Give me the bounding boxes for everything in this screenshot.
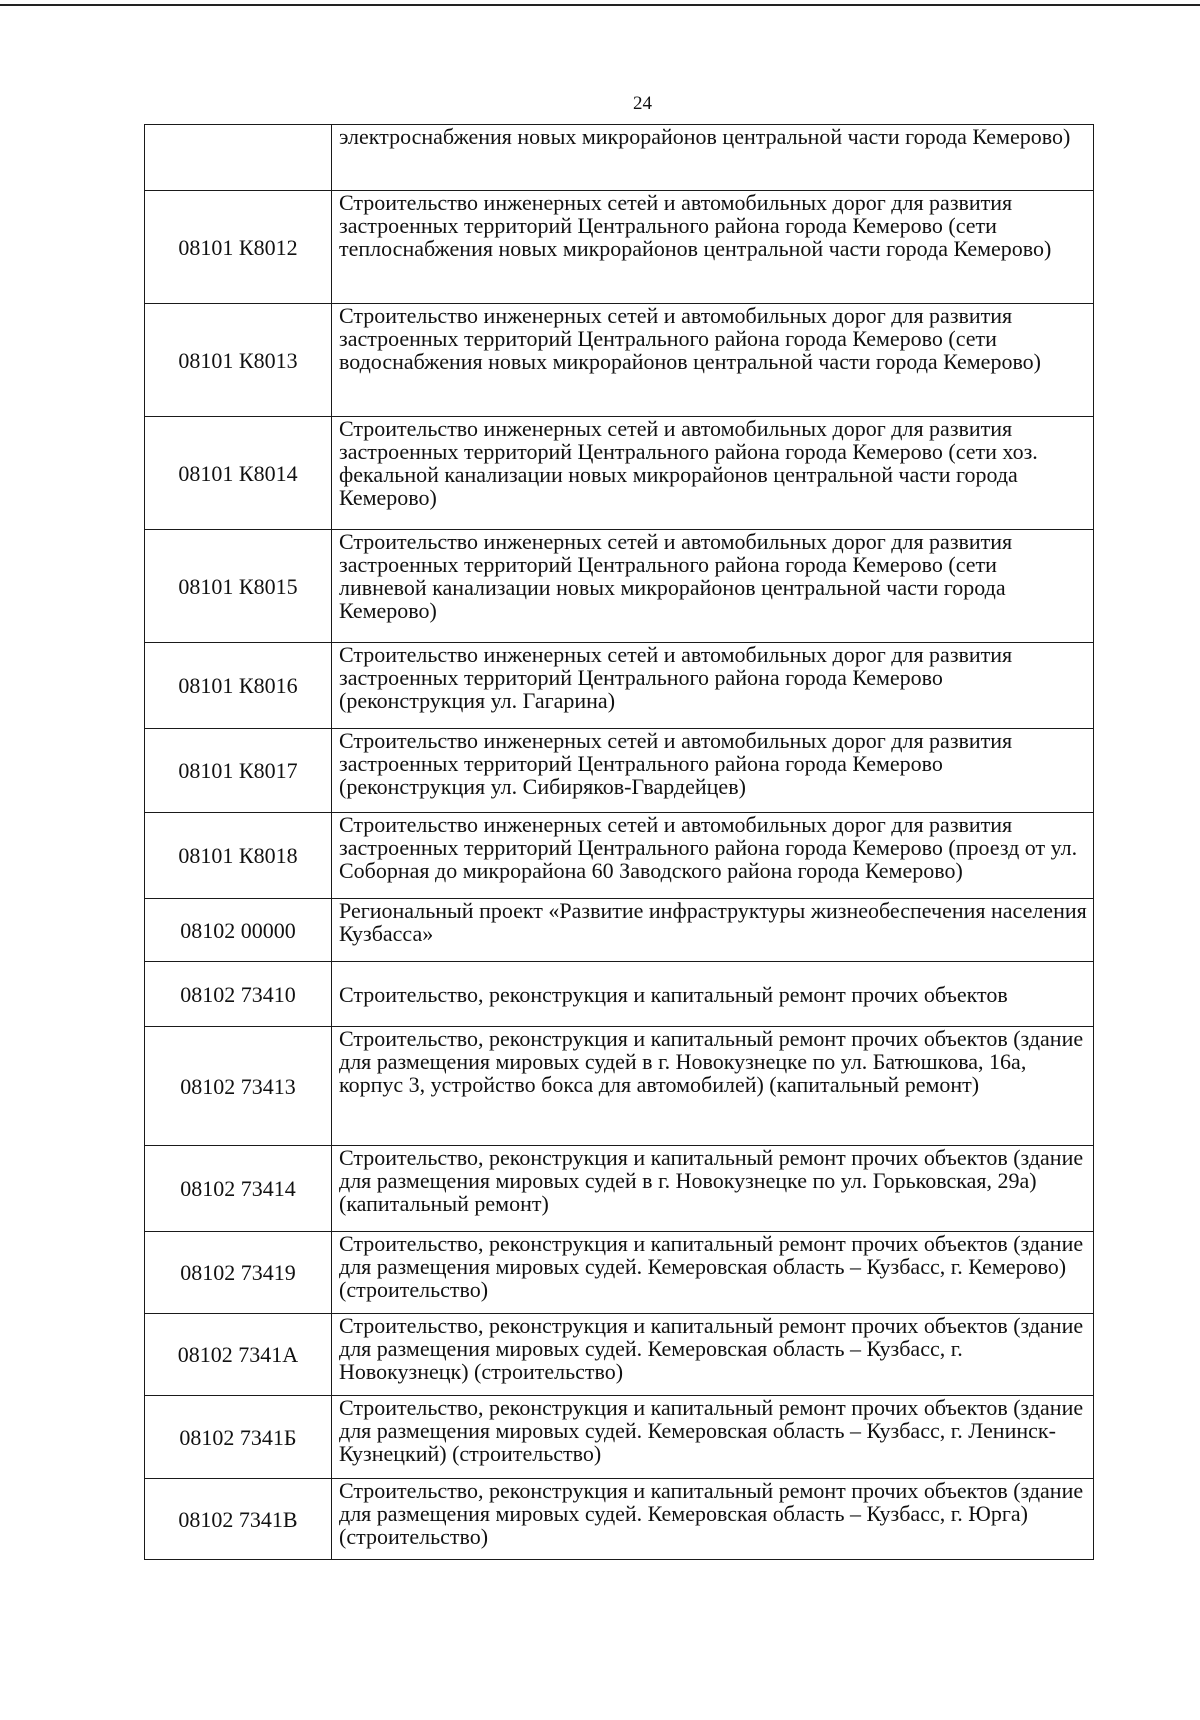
table-row bbox=[145, 643, 1094, 729]
code-cell: 08101 К8016 bbox=[145, 643, 332, 729]
table-row bbox=[145, 899, 1094, 962]
code-cell: 08101 К8014 bbox=[145, 417, 332, 530]
table-row bbox=[145, 1396, 1094, 1479]
description-text: Строительство, реконструкция и капитальный ремонт прочих объектов (здание для размещения мировых судей. Кемеровская область – Кузбасс, г. Кемерово) (строительство) bbox=[339, 1231, 1084, 1302]
description-cell bbox=[332, 643, 1094, 729]
description-cell bbox=[332, 729, 1094, 813]
table-row bbox=[145, 191, 1094, 304]
description-cell bbox=[332, 304, 1094, 417]
table-row bbox=[145, 304, 1094, 417]
code-cell: 08102 7341В bbox=[145, 1479, 332, 1560]
description-text: Строительство инженерных сетей и автомобильных дорог для развития застроенных территорий Центрального района города Кемерово (проезд от ул. Соборная до микрорайона 60 Заводского района города Кемерово) bbox=[339, 812, 1078, 883]
description-cell bbox=[332, 1146, 1094, 1232]
description-text: Строительство, реконструкция и капитальный ремонт прочих объектов (здание для размещения мировых судей. Кемеровская область – Кузбасс, г. Ленинск-Кузнецкий) (строительство) bbox=[339, 1395, 1084, 1466]
description-cell bbox=[332, 1479, 1094, 1560]
code-cell: 08101 К8017 bbox=[145, 729, 332, 813]
table-row bbox=[145, 962, 1094, 1027]
code-cell: 08102 73410 bbox=[145, 962, 332, 1027]
description-cell bbox=[332, 813, 1094, 899]
description-text: Строительство, реконструкция и капитальный ремонт прочих объектов (здание для размещения мировых судей в г. Новокузнецке по ул. Горьковская, 29а) (капитальный ремонт) bbox=[339, 1145, 1084, 1216]
table-row bbox=[145, 417, 1094, 530]
description-text: Строительство инженерных сетей и автомобильных дорог для развития застроенных территорий Центрального района города Кемерово (реконструкция ул. Сибиряков-Гвардейцев) bbox=[339, 728, 1013, 799]
description-cell bbox=[332, 1232, 1094, 1314]
page-number: 24 bbox=[633, 93, 652, 114]
description-cell bbox=[332, 417, 1094, 530]
table-row bbox=[145, 1232, 1094, 1314]
description-text: Строительство инженерных сетей и автомобильных дорог для развития застроенных территорий Центрального района города Кемерово (сети теплоснабжения новых микрорайонов центральной части города Кемерово) bbox=[339, 190, 1052, 261]
table-row bbox=[145, 1146, 1094, 1232]
description-text: Строительство, реконструкция и капитальный ремонт прочих объектов (здание для размещения мировых судей. Кемеровская область – Кузбасс, г. Юрга) (строительство) bbox=[339, 1478, 1084, 1549]
description-cell bbox=[332, 125, 1094, 191]
description-cell bbox=[332, 1027, 1094, 1146]
code-cell: 08102 7341Б bbox=[145, 1396, 332, 1479]
code-cell: 08102 73414 bbox=[145, 1146, 332, 1232]
table-row bbox=[145, 1314, 1094, 1396]
code-cell: 08102 00000 bbox=[145, 899, 332, 962]
description-text: Строительство, реконструкция и капитальный ремонт прочих объектов (здание для размещения мировых судей. Кемеровская область – Кузбасс, г. Новокузнецк) (строительство) bbox=[339, 1313, 1084, 1384]
description-cell bbox=[332, 962, 1094, 1027]
description-text: Строительство инженерных сетей и автомобильных дорог для развития застроенных территорий Центрального района города Кемерово (сети ливневой канализации новых микрорайонов центральной части города Кемерово) bbox=[339, 529, 1013, 623]
description-cell bbox=[332, 530, 1094, 643]
description-text: Региональный проект «Развитие инфраструктуры жизнеобеспечения населения Кузбасса» bbox=[339, 898, 1087, 946]
code-cell: 08101 К8018 bbox=[145, 813, 332, 899]
code-cell: 08102 7341А bbox=[145, 1314, 332, 1396]
code-cell bbox=[145, 125, 332, 191]
description-cell bbox=[332, 1314, 1094, 1396]
code-cell: 08101 К8013 bbox=[145, 304, 332, 417]
description-cell bbox=[332, 191, 1094, 304]
description-cell bbox=[332, 899, 1094, 962]
top-edge-rule bbox=[0, 4, 1200, 6]
code-cell: 08102 73413 bbox=[145, 1027, 332, 1146]
table-row bbox=[145, 125, 1094, 191]
description-cell bbox=[332, 1396, 1094, 1479]
table-row bbox=[145, 1027, 1094, 1146]
code-cell: 08101 К8015 bbox=[145, 530, 332, 643]
code-cell: 08101 К8012 bbox=[145, 191, 332, 304]
description-text: Строительство, реконструкция и капитальный ремонт прочих объектов bbox=[339, 981, 1008, 1007]
table-row bbox=[145, 1479, 1094, 1560]
description-text: Строительство инженерных сетей и автомобильных дорог для развития застроенных территорий Центрального района города Кемерово (сети водоснабжения новых микрорайонов центральной части города Кемерово) bbox=[339, 303, 1042, 374]
budget-classification-table bbox=[144, 124, 1094, 1560]
description-text: Строительство инженерных сетей и автомобильных дорог для развития застроенных территорий Центрального района города Кемерово (реконструкция ул. Гагарина) bbox=[339, 642, 1013, 713]
table-row bbox=[145, 729, 1094, 813]
table-row bbox=[145, 813, 1094, 899]
table-row bbox=[145, 530, 1094, 643]
code-cell: 08102 73419 bbox=[145, 1232, 332, 1314]
description-text: электроснабжения новых микрорайонов центральной части города Кемерово) bbox=[339, 124, 1071, 149]
description-text: Строительство, реконструкция и капитальный ремонт прочих объектов (здание для размещения мировых судей в г. Новокузнецке по ул. Батюшкова, 16а, корпус 3, устройство бокса для автомобилей) (капитальный ремонт) bbox=[339, 1026, 1084, 1097]
description-text: Строительство инженерных сетей и автомобильных дорог для развития застроенных территорий Центрального района города Кемерово (сети хоз. фекальной канализации новых микрорайонов центральной части города Кемерово) bbox=[339, 416, 1038, 510]
